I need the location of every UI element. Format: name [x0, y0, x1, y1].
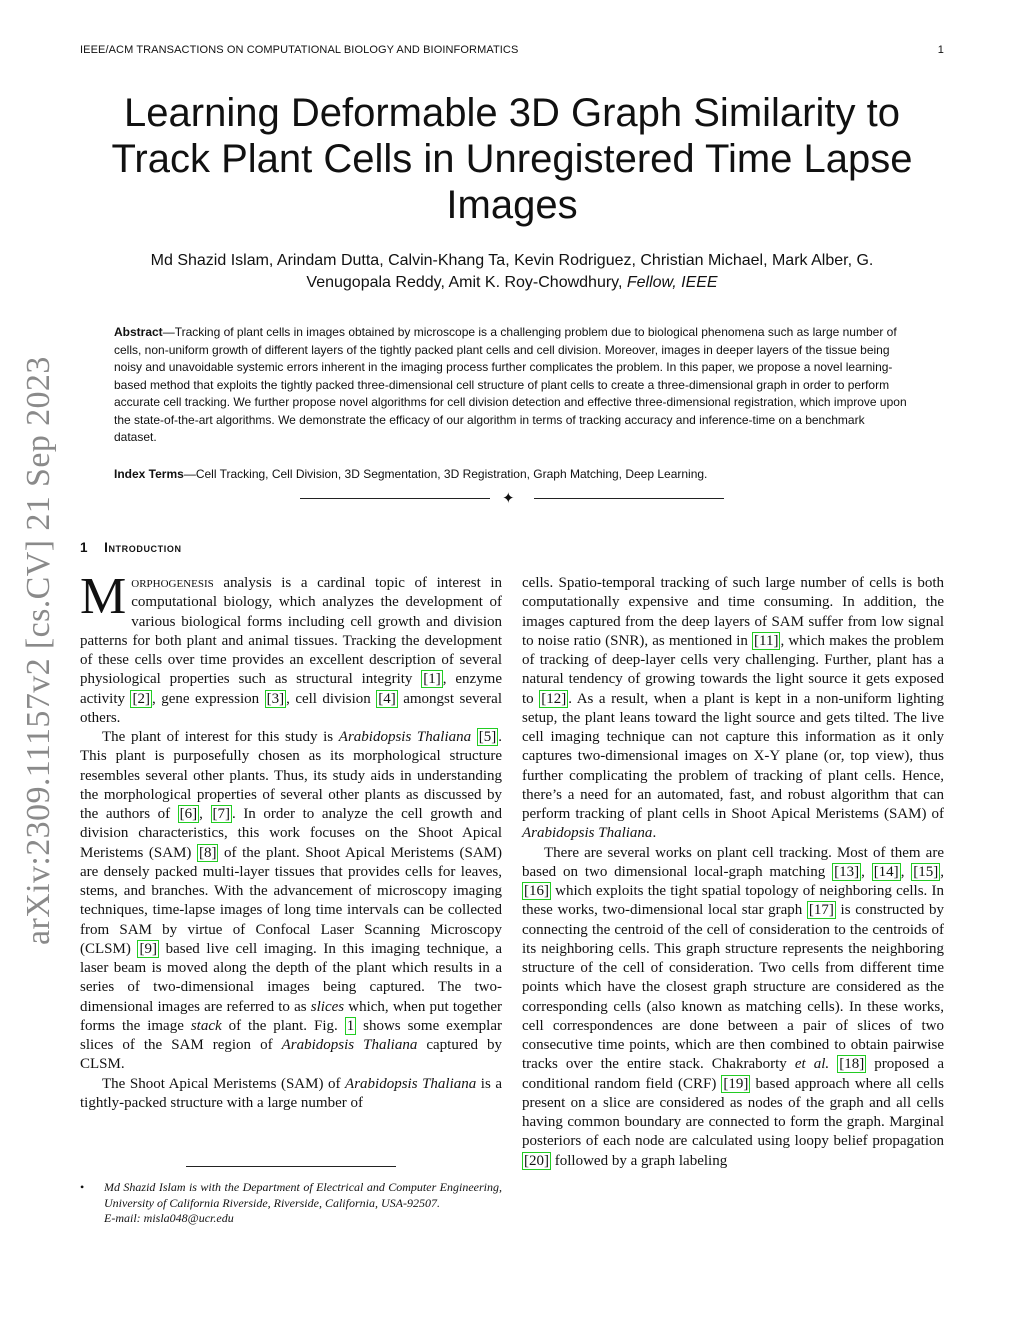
drop-cap: M [80, 568, 127, 625]
citation-link[interactable]: [9] [139, 940, 157, 957]
abstract-label: Abstract [114, 325, 163, 339]
text-run: The plant of interest for this study is [102, 729, 339, 745]
citation-link[interactable]: [13] [834, 863, 860, 880]
italic-text: Arabidopsis Thaliana [338, 729, 472, 745]
text-run: , [861, 863, 872, 880]
separator-rule-right [534, 498, 724, 499]
text-run: proposed a conditional random field (CRF) [522, 1056, 944, 1092]
paragraph [522, 574, 944, 844]
text-run: , enzyme activity [80, 671, 503, 707]
citation-link[interactable]: [18] [839, 1056, 865, 1073]
paragraph [80, 728, 502, 1075]
text-run: . This plant is purposefully chosen as its morphological structure resembles several other plants. Thus, its study aids in understanding the morphological properties of several other plants as discussed by the authors of [80, 729, 503, 822]
text-run: , cell division [286, 690, 377, 707]
footnote-rule [186, 1166, 396, 1167]
text-run: cells. Spatio-temporal tracking of such large number of cells is both computationally expensive and time consuming. In addition, the images captured from the deep layers of SAM suffer from low signal to noise ratio (SNR), as mentioned in [522, 575, 944, 649]
text-run: which, when put together forms the image [80, 998, 502, 1034]
separator-diamond-icon: ✦ [502, 491, 515, 507]
text-run: analysis is a cardinal topic of interest in computational biology, which analyzes the development of various biological forms including cell growth and division patterns for both plant and animal tissues. Tracking the development of these cells over time provides an excellent description of several physiological properties such as structural integrity [80, 575, 502, 688]
section-number: 1 [80, 540, 89, 555]
text-run: is constructed by connecting the centroid of the cell of consideration to the centroids of its neighboring cells. This graph structure represents the neighboring structure of the cell of consideration. Two cells from different time points which have the closest graph structure are considered as the corresponding cells (also known as matching cells). In these works, cell correspondences are done between a pair of slices of two consecutive time points, which are then combined to obtain pairwise tracks over the entire stack. Chakraborty [522, 902, 944, 1073]
paragraph [522, 844, 944, 1171]
footnote-email[interactable]: E-mail: misla048@ucr.edu [104, 1211, 234, 1225]
text-run: of the plant. Fig. [221, 1017, 345, 1034]
author-fellow-title: Fellow, IEEE [626, 274, 718, 291]
citation-link[interactable]: [7] [212, 806, 230, 822]
footnote [80, 1180, 502, 1227]
citation-link[interactable]: [14] [873, 863, 899, 880]
citation-link[interactable]: [1] [423, 671, 441, 688]
text-run: . As a result, when a plant is kept in a non-uniform lighting setup, the plant leans toward the light source and gets tilted. The live cell imaging technique can not capture this information as it only captures two-dimensional images on X-Y plane (or, top view), thus further complicating the problem of tracking of plant cells. Hence, there’s a need for an automated, fast, and robust algorithm that can perform tracking of plant cells in Shoot Apical Meristems (SAM) of [522, 690, 944, 822]
citation-link[interactable]: [8] [198, 844, 217, 861]
abstract-text: —Tracking of plant cells in images obtained by microscope is a challenging problem due to biological phenomena such as large number of cells, non-uniform growth of different layers of the tightly packed plant cells and cell division. Moreover, images in deeper layers of the tissue being noisy and unavoidable systemic errors inherent in the imaging process further complicates the problem. In this paper, we propose a novel learning-based method that exploits the tightly packed three-dimensional cell structure of plant cells to create a three-dimensional graph in order to perform accurate cell tracking. We further propose novel algorithms for cell division detection and effective three-dimensional registration, which improve upon the state-of-the-art algorithms. We demonstrate the efficacy of our algorithm in terms of tracking accuracy and inference-time on a benchmark dataset. [114, 325, 907, 444]
italic-text: Arabidopsis Thaliana [281, 1037, 418, 1053]
text-run: based live cell imaging. In this imaging technique, a laser beam is moved along the depth of the plant which results in a series of two-dimensional images being captured. The two-dimensional images are referred to as [80, 940, 502, 1015]
section-heading [80, 540, 182, 555]
section-separator [300, 490, 724, 506]
section-title: Introduction [104, 540, 182, 555]
citation-link[interactable]: [15] [913, 863, 939, 880]
text-run: amongst several others. [80, 690, 502, 726]
arxiv-stamp: arXiv:2309.11157v2 [cs.CV] 21 Sep 2023 [20, 356, 57, 945]
italic-text: et al. [794, 1056, 830, 1073]
text-run: captured by CLSM. [80, 1037, 503, 1073]
index-terms-label: Index Terms [114, 467, 184, 481]
citation-link[interactable]: [17] [808, 902, 834, 919]
separator-rule-left [300, 498, 490, 499]
citation-link[interactable]: [2] [132, 690, 150, 707]
running-header [80, 44, 944, 62]
text-run: of the plant. Shoot Apical Meristems (SAM) are densely packed multi-layer tissues that provides cells for leaves, stems, and branches. With the advancement of microscopy imaging techniques, time-lapse images of long time intervals can be collected from SAM by virtue of Confocal Laser Scanning Microscopy (CLSM) [80, 844, 502, 957]
citation-link[interactable]: [4] [378, 690, 396, 707]
paragraph [80, 1075, 502, 1114]
text-run: , which makes the problem of tracking of deep-layer cells very challenging. Further, plant has a natural tendency of growing towards the light source it gets exposed to [522, 632, 944, 707]
figure-link[interactable]: 1 [346, 1017, 355, 1034]
author-list [110, 250, 914, 294]
text-run: which exploits the tight spatial topology of neighboring cells. In these works, two-dimensional local star graph [522, 883, 944, 919]
text-run: There are several works on plant cell tracking. Most of them are based on two dimensional local-graph matching [522, 844, 944, 880]
citation-link[interactable]: [20] [524, 1152, 549, 1169]
smallcaps-word: orphogenesis [131, 575, 214, 591]
index-terms [114, 466, 910, 483]
journal-name: IEEE/ACM TRANSACTIONS ON COMPUTATIONAL BIOLOGY AND BIOINFORMATICS [80, 44, 519, 56]
text-run: , [940, 863, 945, 880]
author-names: Md Shazid Islam, Arindam Dutta, Calvin-Khang Ta, Kevin Rodriguez, Christian Michael, Mark Alber, G. Venugopala Reddy, Amit K. Roy-Chowdhury, [150, 252, 874, 291]
left-column [80, 568, 503, 1113]
right-column [522, 574, 944, 1171]
footnote-body [104, 1180, 502, 1227]
text-run: followed by a graph labeling [551, 1152, 728, 1169]
citation-link[interactable]: [11] [754, 632, 779, 649]
page-number: 1 [937, 44, 944, 56]
text-run: , [199, 806, 211, 822]
text-run: The Shoot Apical Meristems (SAM) of [102, 1075, 346, 1092]
citation-link[interactable]: [6] [179, 806, 198, 822]
text-run: , gene expression [151, 690, 265, 707]
footnote-affiliation: Md Shazid Islam is with the Department of Electrical and Computer Engineering, University of California Riverside, Riverside, California, USA-92507. [104, 1180, 502, 1210]
index-terms-text: —Cell Tracking, Cell Division, 3D Segmentation, 3D Registration, Graph Matching, Deep Learning. [183, 467, 708, 481]
italic-text: slices [310, 998, 345, 1015]
text-run: based approach where all cells present on a slice are considered as nodes of the graph and all cells having common boundary are connected to form the graph. Marginal posteriors of each node are calculated using loopy belief propagation [522, 1075, 945, 1150]
text-run: . [652, 825, 657, 842]
citation-link[interactable]: [5] [478, 729, 497, 745]
italic-text: Arabidopsis Thaliana [522, 825, 653, 842]
text-run: shows some exemplar slices of the SAM region of [80, 1017, 502, 1053]
text-run: , [900, 863, 912, 880]
citation-link[interactable]: [3] [266, 690, 285, 707]
paragraph [80, 568, 503, 728]
footnote-bullet: • [80, 1180, 85, 1194]
citation-link[interactable]: [12] [541, 690, 567, 707]
text-run: . In order to analyze the cell growth and division characteristics, this work focuses on the Shoot Apical Meristems (SAM) [80, 806, 502, 861]
citation-link[interactable]: [19] [723, 1075, 749, 1092]
abstract [114, 324, 910, 447]
citation-link[interactable]: [16] [524, 883, 549, 899]
paper-title: Learning Deformable 3D Graph Similarity to Track Plant Cells in Unregistered Time Lapse Images [111, 91, 913, 227]
italic-text: stack [190, 1017, 222, 1034]
text-run: is a tightly-packed structure with a large number of [80, 1075, 503, 1111]
italic-text: Arabidopsis Thaliana [345, 1075, 477, 1092]
